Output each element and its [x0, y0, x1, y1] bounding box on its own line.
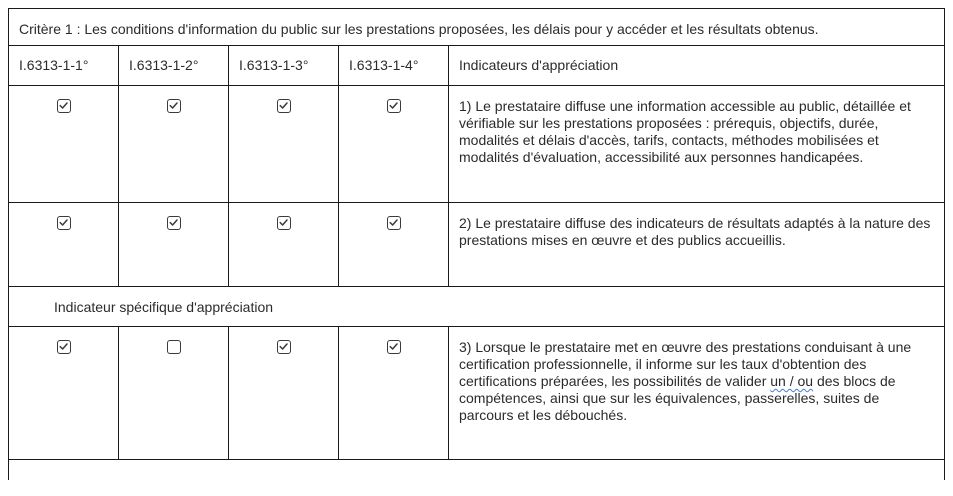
check-cell: [119, 203, 229, 287]
checkbox-checked[interactable]: [277, 99, 291, 113]
check-cell: [9, 327, 119, 460]
checkmark-icon: [278, 100, 289, 111]
checkmark-icon: [58, 217, 69, 228]
indicator-text-2: 2) Le prestataire diffuse des indicateurs de résultats adaptés à la nature des prestations mises en œuvre et des publics accueillis.: [449, 203, 945, 287]
criterion-table: [8, 8, 945, 480]
checkbox-checked[interactable]: [57, 99, 71, 113]
specific-indicator-row: [9, 287, 945, 327]
criterion-document: [8, 8, 944, 480]
checkbox-checked[interactable]: [277, 216, 291, 230]
checkmark-icon: [58, 341, 69, 352]
checkbox-checked[interactable]: [387, 216, 401, 230]
check-cell: [9, 86, 119, 203]
indicator-text-3: [449, 327, 945, 460]
checkbox-checked[interactable]: [57, 216, 71, 230]
checkbox-checked[interactable]: [57, 340, 71, 354]
check-cell: [229, 327, 339, 460]
check-cell: [9, 203, 119, 287]
checkbox-checked[interactable]: [387, 99, 401, 113]
checkmark-icon: [388, 100, 399, 111]
checkmark-icon: [388, 341, 399, 352]
check-cell: [339, 203, 449, 287]
spellcheck-underlined-text[interactable]: un / ou: [770, 373, 814, 389]
check-cell: [339, 86, 449, 203]
next-row-cell: [9, 460, 945, 481]
checkmark-icon: [388, 217, 399, 228]
checkmark-icon: [278, 341, 289, 352]
indicator-row-3: [9, 327, 945, 460]
check-cell: [229, 203, 339, 287]
header-col-4: I.6313-1-4°: [339, 46, 449, 86]
checkbox-checked[interactable]: [167, 216, 181, 230]
checkmark-icon: [168, 100, 179, 111]
checkbox-checked[interactable]: [387, 340, 401, 354]
indicator-text-3-part-1: 3) Lorsque le prestataire met en œuvre des prestations conduisant à une certification professionnelle, il informe sur les taux d'obtention des certifications préparées, les possibilités de valider: [459, 339, 912, 389]
checkbox-checked[interactable]: [167, 99, 181, 113]
check-cell: [229, 86, 339, 203]
check-cell: [119, 327, 229, 460]
checkbox-unchecked[interactable]: [167, 340, 181, 354]
checkbox-checked[interactable]: [277, 340, 291, 354]
header-col-1: I.6313-1-1°: [9, 46, 119, 86]
check-cell: [119, 86, 229, 203]
check-cell: [339, 327, 449, 460]
criterion-title: Critère 1 : Les conditions d'information du public sur les prestations proposées, les délais pour y accéder et les résultats obtenus.: [9, 9, 945, 46]
checkmark-icon: [168, 217, 179, 228]
indicator-row-1: [9, 86, 945, 203]
header-col-2: I.6313-1-2°: [119, 46, 229, 86]
specific-indicator-label: Indicateur spécifique d'appréciation: [9, 287, 945, 327]
indicator-text-3-part-2: des blocs de compétences, ainsi que sur les équivalences, passerelles, suites de parcours et les débouchés.: [459, 373, 896, 423]
header-col-3: I.6313-1-3°: [229, 46, 339, 86]
checkmark-icon: [278, 217, 289, 228]
indicator-row-2: [9, 203, 945, 287]
next-row-partial: [9, 460, 945, 481]
criterion-title-row: [9, 9, 945, 46]
indicator-text-1: 1) Le prestataire diffuse une information accessible au public, détaillée et vérifiable sur les prestations proposées : prérequis, objectifs, durée, modalités et délais d'accès, tarifs, contacts, méthodes mobilisées et modalités d'évaluation, accessibilité aux personnes handicapées.: [449, 86, 945, 203]
checkmark-icon: [58, 100, 69, 111]
header-indicators: Indicateurs d'appréciation: [449, 46, 945, 86]
header-row: [9, 46, 945, 86]
